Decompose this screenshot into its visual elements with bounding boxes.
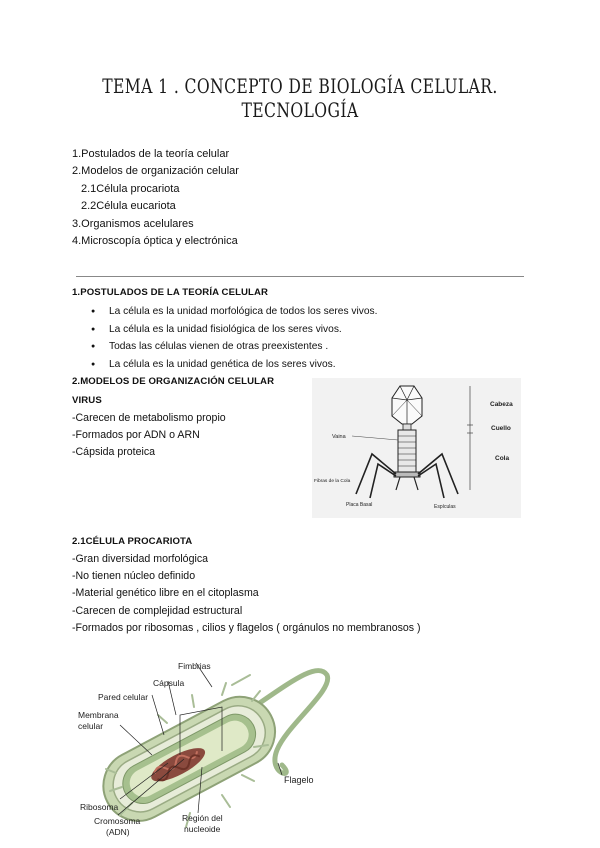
label-flagelo: Flagelo <box>284 775 314 785</box>
section-heading-postulados: 1.POSTULADOS DE LA TEORÍA CELULAR <box>72 287 269 298</box>
label-espiculas: Espículas <box>434 504 456 510</box>
list-item: -No tienen núcleo definido <box>72 570 196 583</box>
section-heading-modelos: 2.MODELOS DE ORGANIZACIÓN CELULAR <box>72 376 275 387</box>
label-vaina: Vaina <box>332 434 346 440</box>
label-fibras: Fibras de la Cola <box>314 479 351 484</box>
list-item: ● La célula es la unidad morfológica de todos los seres vivos. <box>91 303 377 321</box>
virus-traits <box>72 410 226 462</box>
label-fimbrias: Fimbrias <box>178 661 211 671</box>
list-item: ● Todas las células vienen de otras preexistentes . <box>91 338 377 356</box>
label-cola: Cola <box>495 455 510 462</box>
list-item: ● La célula es la unidad fisiológica de los seres vivos. <box>91 321 377 339</box>
label-placa: Placa Basal <box>346 502 373 508</box>
label-capsula: Cápsula <box>153 678 185 688</box>
list-item: -Carecen de complejidad estructural <box>72 604 243 617</box>
toc-item: 2.2Célula eucariota <box>81 200 176 213</box>
list-item: -Formados por ADN o ARN <box>72 429 200 442</box>
subheading-virus: VIRUS <box>72 395 102 406</box>
label-cromosoma-adn: (ADN) <box>106 827 130 837</box>
label-cuello: Cuello <box>491 425 511 432</box>
label-cabeza: Cabeza <box>490 401 513 408</box>
toc-item: 2.Modelos de organización celular <box>72 165 239 178</box>
list-item: -Gran diversidad morfológica <box>72 553 209 565</box>
label-membrana-celular: celular <box>78 721 104 731</box>
toc-item: 2.1Célula procariota <box>81 182 180 195</box>
table-of-contents <box>72 146 239 250</box>
toc-item: 4.Microscopía óptica y electrónica <box>72 235 238 248</box>
label-cromosoma: Cromosoma <box>94 816 141 826</box>
page-title: TEMA 1 . CONCEPTO DE BIOLOGÍA CELULAR. TECNOLOGÍA <box>102 74 498 122</box>
list-item: -Cápsida proteica <box>72 446 156 459</box>
toc-item: 1.Postulados de la teoría celular <box>72 148 230 160</box>
bacteriophage-diagram <box>312 378 521 518</box>
postulados-list <box>91 303 377 373</box>
label-nucleoide: nucleoide <box>184 824 221 834</box>
list-item: ● La célula es la unidad genética de los seres vivos. <box>91 356 377 374</box>
section-heading-procariota: 2.1CÉLULA PROCARIOTA <box>72 536 193 547</box>
label-ribosoma: Ribosoma <box>80 802 119 812</box>
label-pared-celular: Pared celular <box>98 692 149 702</box>
prokaryotic-cell-diagram <box>72 655 352 845</box>
procariota-traits <box>72 551 421 637</box>
list-item: -Formados por ribosomas , cilios y flagelos ( orgánulos no membranosos ) <box>72 621 421 634</box>
label-membrana: Membrana <box>78 710 119 720</box>
list-item: -Material genético libre en el citoplasma <box>72 587 259 600</box>
list-item: -Carecen de metabolismo propio <box>72 412 226 424</box>
label-region: Región del <box>182 813 223 823</box>
toc-item: 3.Organismos acelulares <box>72 217 194 230</box>
section-divider <box>76 276 524 277</box>
